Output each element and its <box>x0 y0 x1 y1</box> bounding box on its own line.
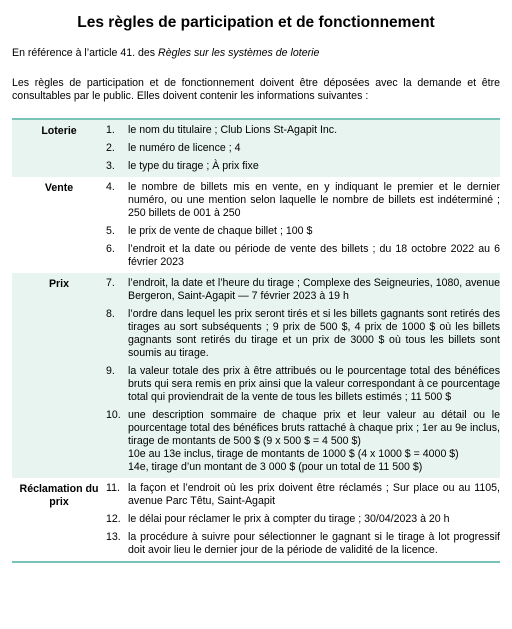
item-text: une description sommaire de chaque prix et leur valeur au détail ou le pourcentage total des bénéfices bruts rattaché à chaque prix ; 1er au 9e inclus, tirage de montants de 500 $ (9 x 500 $ = 4 500 $) <box>128 409 500 447</box>
item-number: 13. <box>106 531 121 543</box>
item-number: 12. <box>106 513 121 525</box>
list-item <box>106 308 500 360</box>
item-number: 1. <box>106 124 115 136</box>
item-number: 4. <box>106 181 115 193</box>
item-text: la procédure à suivre pour sélectionner le gagnant si le tirage à lot progressif doit avoir lieu le dernier jour de la période de validité de la licence. <box>128 531 500 556</box>
item-text: le nom du titulaire ; Club Lions St-Agapit Inc. <box>128 124 338 136</box>
reference-line <box>12 47 500 60</box>
list-item <box>106 365 500 404</box>
list-item <box>106 409 500 474</box>
list-item <box>106 531 500 557</box>
list-item <box>106 513 500 526</box>
section-prix <box>12 273 500 478</box>
item-number: 9. <box>106 365 115 377</box>
list-item <box>106 124 500 137</box>
list-item <box>106 482 500 508</box>
item-text: l’endroit, la date et l’heure du tirage ; Complexe des Seigneuries, 1080, avenue Bergeron, Saint-Agapit — 7 février 2023 à 19 h <box>128 277 500 302</box>
item-text: l’endroit et la date ou période de vente des billets ; du 18 octobre 2022 au 6 février 2023 <box>128 243 500 268</box>
item-text: la façon et l’endroit où les prix doivent être réclamés ; Sur place ou au 1105, avenue Parc Têtu, Saint-Agapit <box>128 482 500 507</box>
item-text-extra: 10e au 13e inclus, tirage de montants de 1000 $ (4 x 1000 $ = 4000 $) <box>128 448 459 460</box>
list-item <box>106 277 500 303</box>
section-label: Vente <box>44 182 74 194</box>
item-text: le nombre de billets mis en vente, en y indiquant le premier et le dernier numéro, ou une mention selon laquelle le nombre de billets est indéterminé ; 250 billets de 001 à 250 <box>128 181 500 219</box>
item-text: la valeur totale des prix à être attribués ou le pourcentage total des bénéfices bruts qui sera remis en prix ainsi que la valeur correspondant à ce pourcentage total qui proviendrait de la vente de tous les billets estimés ; 11 500 $ <box>128 365 500 403</box>
item-number: 7. <box>106 277 115 289</box>
reference-document: Règles sur les systèmes de loterie <box>158 47 320 59</box>
section-label: Prix <box>48 278 70 290</box>
item-number: 3. <box>106 160 115 172</box>
section-items <box>106 124 500 175</box>
section-loterie <box>12 120 500 177</box>
section-label: Réclamation du prix <box>19 483 99 508</box>
item-number: 5. <box>106 225 115 237</box>
page-title: Les règles de participation et de fonctionnement <box>77 14 435 31</box>
list-item <box>106 160 500 173</box>
list-item <box>106 243 500 269</box>
item-text-extra: 14e, tirage d’un montant de 3 000 $ (pour un total de 11 500 $) <box>128 461 423 473</box>
section-reclamation <box>12 478 500 561</box>
item-number: 2. <box>106 142 115 154</box>
item-number: 11. <box>106 482 120 494</box>
item-number: 10. <box>106 409 121 421</box>
rules-table <box>12 118 500 563</box>
item-text: le prix de vente de chaque billet ; 100 $ <box>128 225 313 237</box>
item-text: l’ordre dans lequel les prix seront tirés et si les billets gagnants sont retirés des tirages au sort subséquents ; 9 prix de 500 $, 4 prix de 1000 $ où les billets gagnants sont retirés du tirage et un prix de 3000 $ où tous les billets sont soumis au tirage. <box>128 308 500 359</box>
section-vente <box>12 177 500 273</box>
item-number: 8. <box>106 308 115 320</box>
item-text-block <box>128 409 500 474</box>
item-text: le numéro de licence ; 4 <box>128 142 241 154</box>
reference-prefix: En référence à l’article 41. des <box>12 47 159 59</box>
item-text: le type du tirage ; À prix fixe <box>128 160 259 172</box>
list-item <box>106 181 500 220</box>
item-text: le délai pour réclamer le prix à compter du tirage ; 30/04/2023 à 20 h <box>128 513 450 525</box>
intro-paragraph: Les règles de participation et de fonctionnement doivent être déposées avec la demande et être consultables par le public. Elles doivent contenir les informations suivantes : <box>12 77 500 102</box>
section-items <box>106 482 500 559</box>
section-label: Loterie <box>41 125 77 137</box>
section-items <box>106 181 500 271</box>
item-number: 6. <box>106 243 115 255</box>
list-item <box>106 225 500 238</box>
section-items <box>106 277 500 476</box>
list-item <box>106 142 500 155</box>
